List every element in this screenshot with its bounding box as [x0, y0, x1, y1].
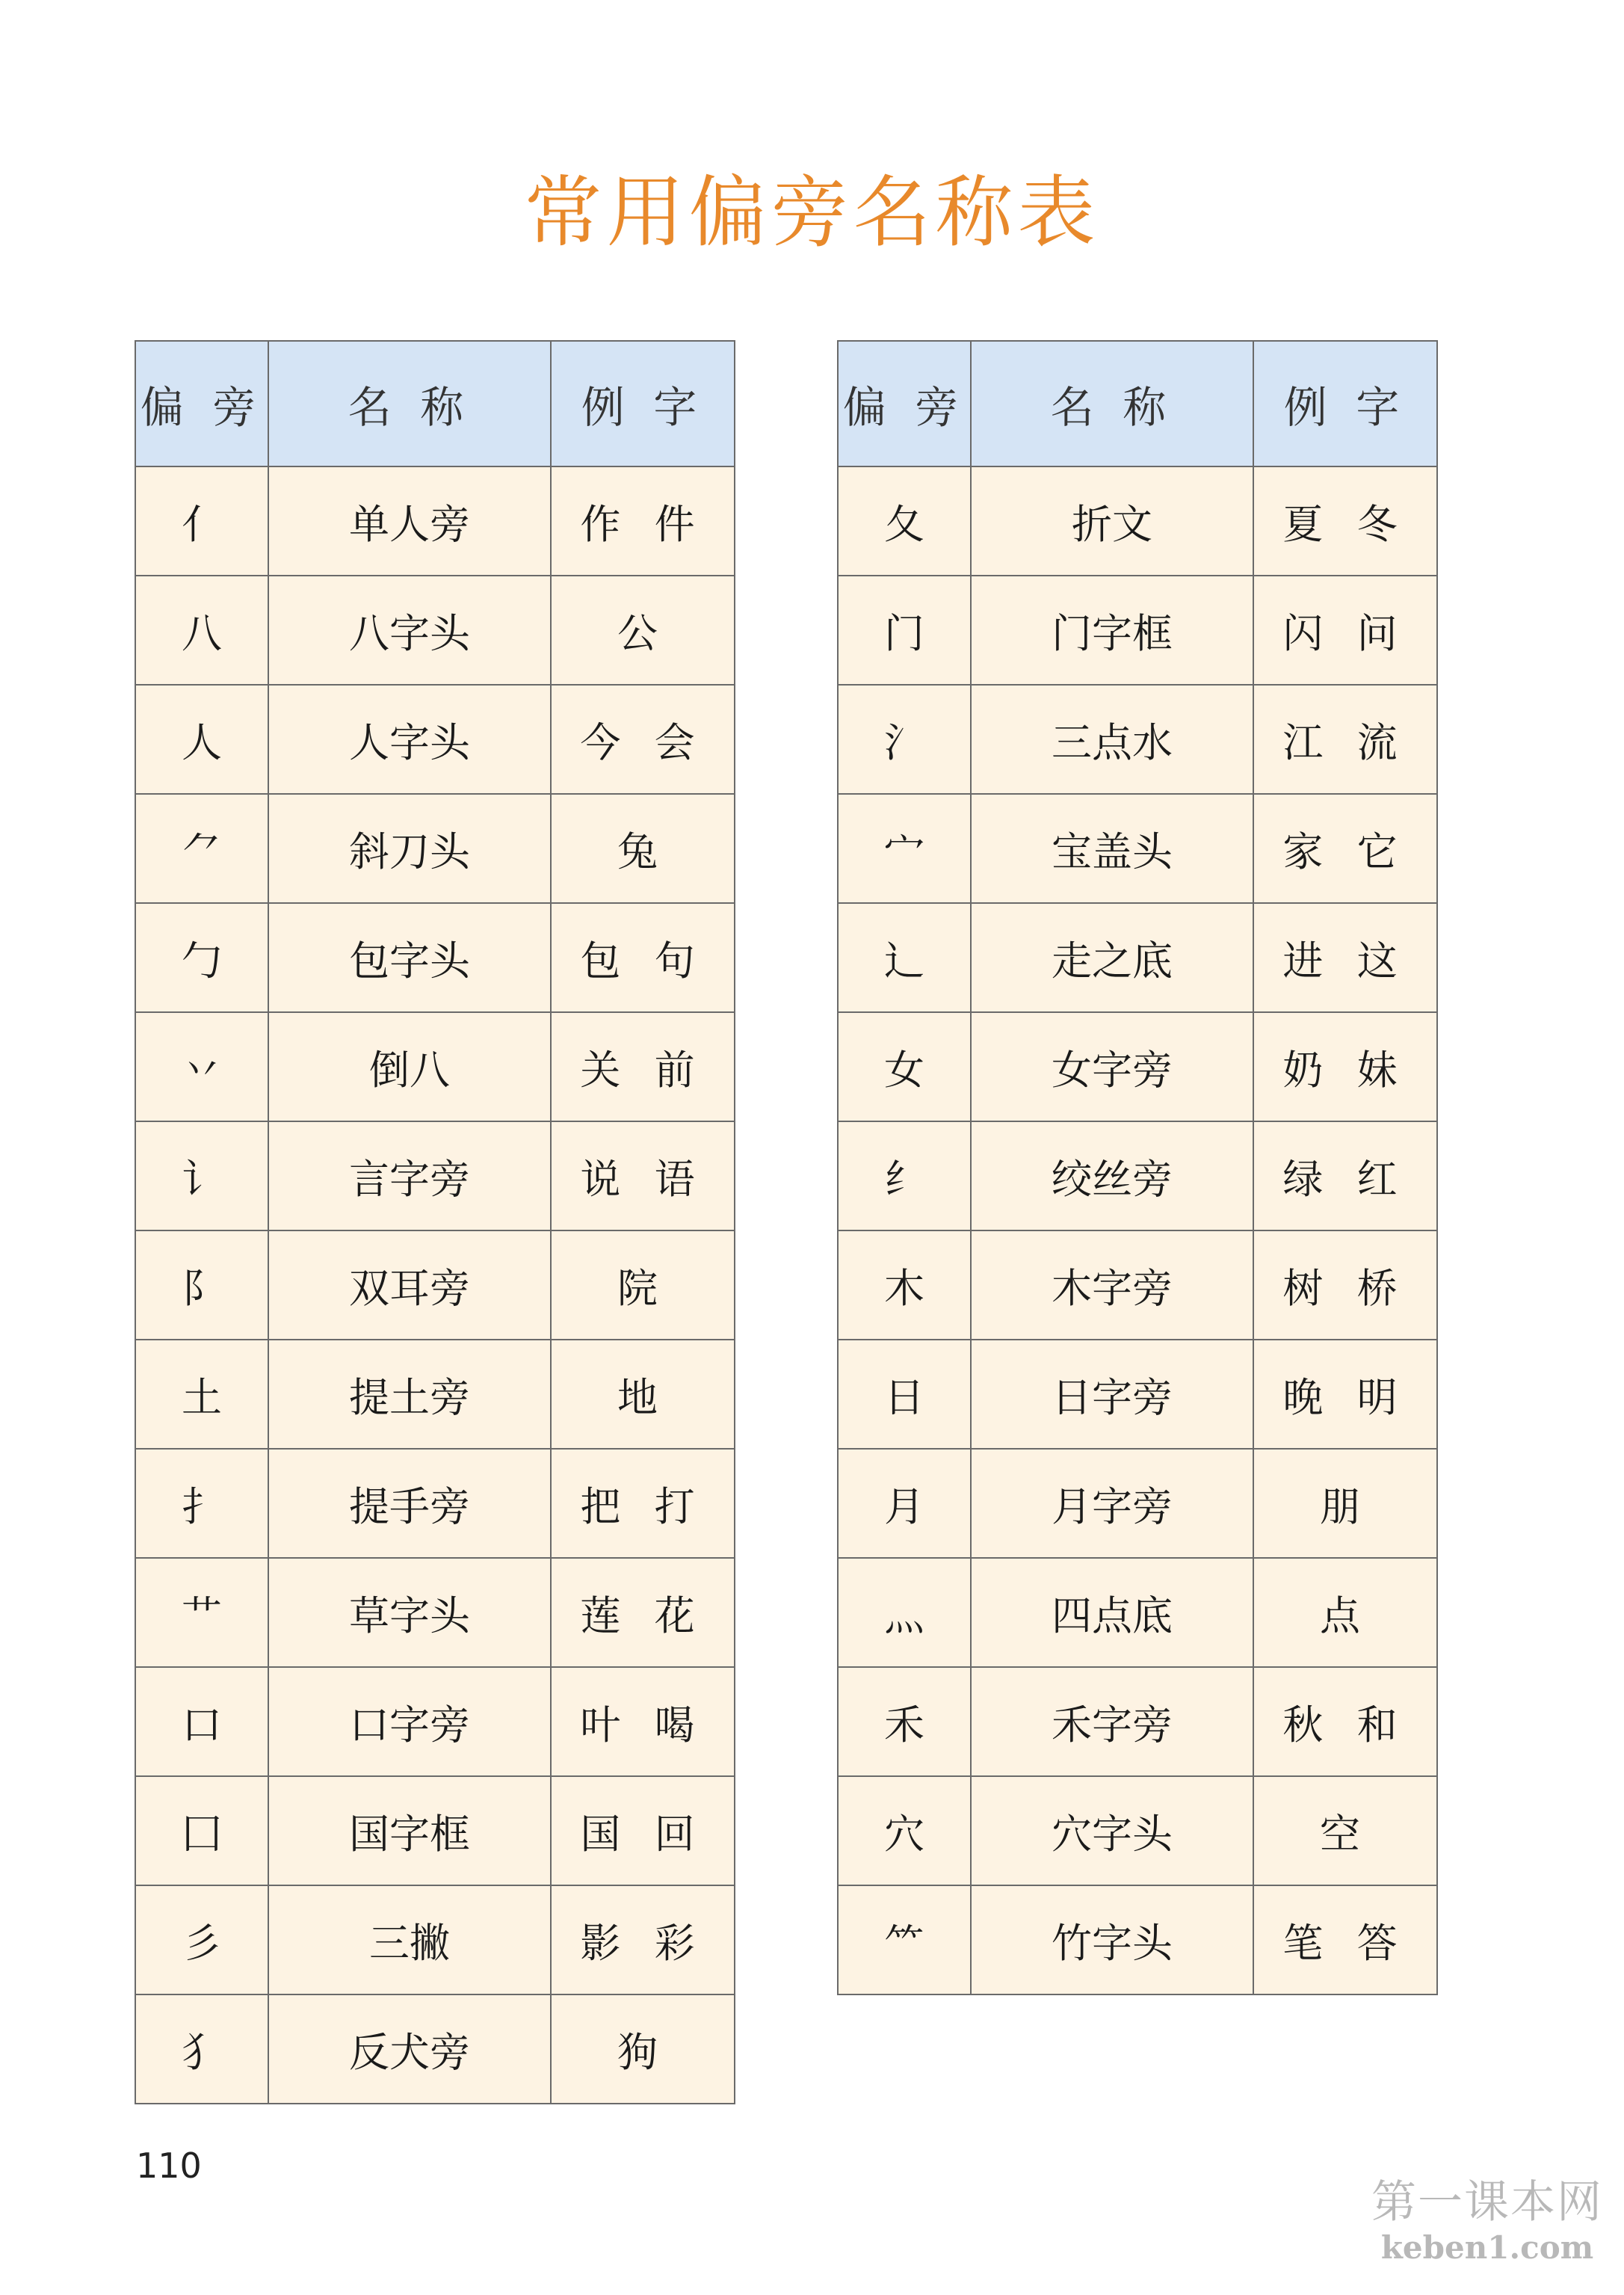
example-cell: 莲 花	[551, 1558, 735, 1667]
example-cell: 笔 答	[1253, 1885, 1437, 1994]
table-row	[135, 1558, 735, 1667]
radical-cell: 辶	[838, 903, 971, 1012]
name-cell: 走之底	[971, 903, 1253, 1012]
example-cell: 叶 喝	[551, 1667, 735, 1776]
radical-cell: 灬	[838, 1558, 971, 1667]
radical-cell: ⺈	[135, 794, 268, 903]
watermark-en: keben1.com	[1380, 2229, 1594, 2266]
table-row	[135, 685, 735, 794]
table-row	[135, 903, 735, 1012]
radical-cell: 门	[838, 576, 971, 685]
radical-cell: 犭	[135, 1994, 268, 2104]
example-cell: 作 件	[551, 466, 735, 576]
name-cell: 国字框	[268, 1776, 551, 1885]
example-cell: 江 流	[1253, 685, 1437, 794]
example-cell: 绿 红	[1253, 1121, 1437, 1230]
example-cell: 点	[1253, 1558, 1437, 1667]
table-row	[838, 794, 1437, 903]
example-cell: 闪 问	[1253, 576, 1437, 685]
radical-cell: 宀	[838, 794, 971, 903]
watermark	[1371, 2175, 1603, 2267]
name-cell: 斜刀头	[268, 794, 551, 903]
radical-cell: 夂	[838, 466, 971, 576]
table-row	[135, 794, 735, 903]
example-cell: 兔	[551, 794, 735, 903]
radical-cell: 口	[135, 1667, 268, 1776]
radical-cell: 禾	[838, 1667, 971, 1776]
table-row	[838, 1776, 1437, 1885]
name-cell: 草字头	[268, 1558, 551, 1667]
table-row	[838, 1449, 1437, 1558]
table-row	[135, 1230, 735, 1340]
example-cell: 地	[551, 1340, 735, 1449]
table-row	[135, 1994, 735, 2104]
radical-cell: 人	[135, 685, 268, 794]
example-cell: 晚 明	[1253, 1340, 1437, 1449]
table-row	[838, 1667, 1437, 1776]
name-cell: 口字旁	[268, 1667, 551, 1776]
radical-cell: 丷	[135, 1012, 268, 1121]
example-cell: 说 语	[551, 1121, 735, 1230]
header-example: 例 字	[551, 341, 735, 466]
name-cell: 人字头	[268, 685, 551, 794]
example-cell: 公	[551, 576, 735, 685]
table-row	[838, 1012, 1437, 1121]
radical-cell: 阝	[135, 1230, 268, 1340]
name-cell: 包字头	[268, 903, 551, 1012]
table-row	[838, 903, 1437, 1012]
table-row	[838, 1558, 1437, 1667]
example-cell: 院	[551, 1230, 735, 1340]
radical-cell: 穴	[838, 1776, 971, 1885]
radical-cell: 氵	[838, 685, 971, 794]
table-row	[135, 1340, 735, 1449]
radical-cell: 土	[135, 1340, 268, 1449]
name-cell: 绞丝旁	[971, 1121, 1253, 1230]
table-header-row	[838, 341, 1437, 466]
table-row	[838, 1340, 1437, 1449]
name-cell: 女字旁	[971, 1012, 1253, 1121]
example-cell: 国 回	[551, 1776, 735, 1885]
table-row	[838, 466, 1437, 576]
header-radical: 偏 旁	[135, 341, 268, 466]
table-row	[838, 1885, 1437, 1994]
name-cell: 言字旁	[268, 1121, 551, 1230]
radical-table-right	[837, 340, 1438, 1995]
radical-cell: 勹	[135, 903, 268, 1012]
table-row	[135, 1885, 735, 1994]
page-number: 110	[136, 2145, 202, 2186]
example-cell: 进 这	[1253, 903, 1437, 1012]
radical-cell: 月	[838, 1449, 971, 1558]
header-radical: 偏 旁	[838, 341, 971, 466]
table-row	[135, 1012, 735, 1121]
name-cell: 穴字头	[971, 1776, 1253, 1885]
name-cell: 反犬旁	[268, 1994, 551, 2104]
example-cell: 秋 和	[1253, 1667, 1437, 1776]
example-cell: 树 桥	[1253, 1230, 1437, 1340]
header-name: 名 称	[971, 341, 1253, 466]
table-row	[838, 1121, 1437, 1230]
radical-cell: 八	[135, 576, 268, 685]
name-cell: 折文	[971, 466, 1253, 576]
example-cell: 影 彩	[551, 1885, 735, 1994]
radical-cell: ⺮	[838, 1885, 971, 1994]
name-cell: 提土旁	[268, 1340, 551, 1449]
example-cell: 狗	[551, 1994, 735, 2104]
example-cell: 朋	[1253, 1449, 1437, 1558]
name-cell: 倒八	[268, 1012, 551, 1121]
name-cell: 四点底	[971, 1558, 1253, 1667]
example-cell: 今 会	[551, 685, 735, 794]
table-row	[838, 576, 1437, 685]
name-cell: 提手旁	[268, 1449, 551, 1558]
watermark-cn: 第一课本网	[1371, 2176, 1603, 2228]
table-row	[135, 1667, 735, 1776]
example-cell: 夏 冬	[1253, 466, 1437, 576]
table-row	[838, 1230, 1437, 1340]
radical-cell: 讠	[135, 1121, 268, 1230]
name-cell: 八字头	[268, 576, 551, 685]
name-cell: 双耳旁	[268, 1230, 551, 1340]
radical-cell: 艹	[135, 1558, 268, 1667]
header-example: 例 字	[1253, 341, 1437, 466]
radical-cell: 亻	[135, 466, 268, 576]
name-cell: 日字旁	[971, 1340, 1253, 1449]
page-title: 常用偏旁名称表	[524, 167, 1100, 258]
example-cell: 关 前	[551, 1012, 735, 1121]
radical-cell: 囗	[135, 1776, 268, 1885]
example-cell: 把 打	[551, 1449, 735, 1558]
name-cell: 月字旁	[971, 1449, 1253, 1558]
name-cell: 三点水	[971, 685, 1253, 794]
radical-cell: 木	[838, 1230, 971, 1340]
radical-cell: 彡	[135, 1885, 268, 1994]
table-row	[135, 576, 735, 685]
table-row	[135, 466, 735, 576]
table-row	[838, 685, 1437, 794]
radical-cell: 纟	[838, 1121, 971, 1230]
table-row	[135, 1449, 735, 1558]
example-cell: 包 句	[551, 903, 735, 1012]
name-cell: 门字框	[971, 576, 1253, 685]
name-cell: 单人旁	[268, 466, 551, 576]
name-cell: 竹字头	[971, 1885, 1253, 1994]
radical-cell: 日	[838, 1340, 971, 1449]
example-cell: 空	[1253, 1776, 1437, 1885]
header-name: 名 称	[268, 341, 551, 466]
name-cell: 禾字旁	[971, 1667, 1253, 1776]
table-row	[135, 1121, 735, 1230]
radical-table-left	[135, 340, 735, 2104]
example-cell: 家 它	[1253, 794, 1437, 903]
name-cell: 宝盖头	[971, 794, 1253, 903]
radical-cell: 女	[838, 1012, 971, 1121]
example-cell: 奶 妹	[1253, 1012, 1437, 1121]
radical-cell: 扌	[135, 1449, 268, 1558]
table-row	[135, 1776, 735, 1885]
table-header-row	[135, 341, 735, 466]
name-cell: 木字旁	[971, 1230, 1253, 1340]
name-cell: 三撇	[268, 1885, 551, 1994]
